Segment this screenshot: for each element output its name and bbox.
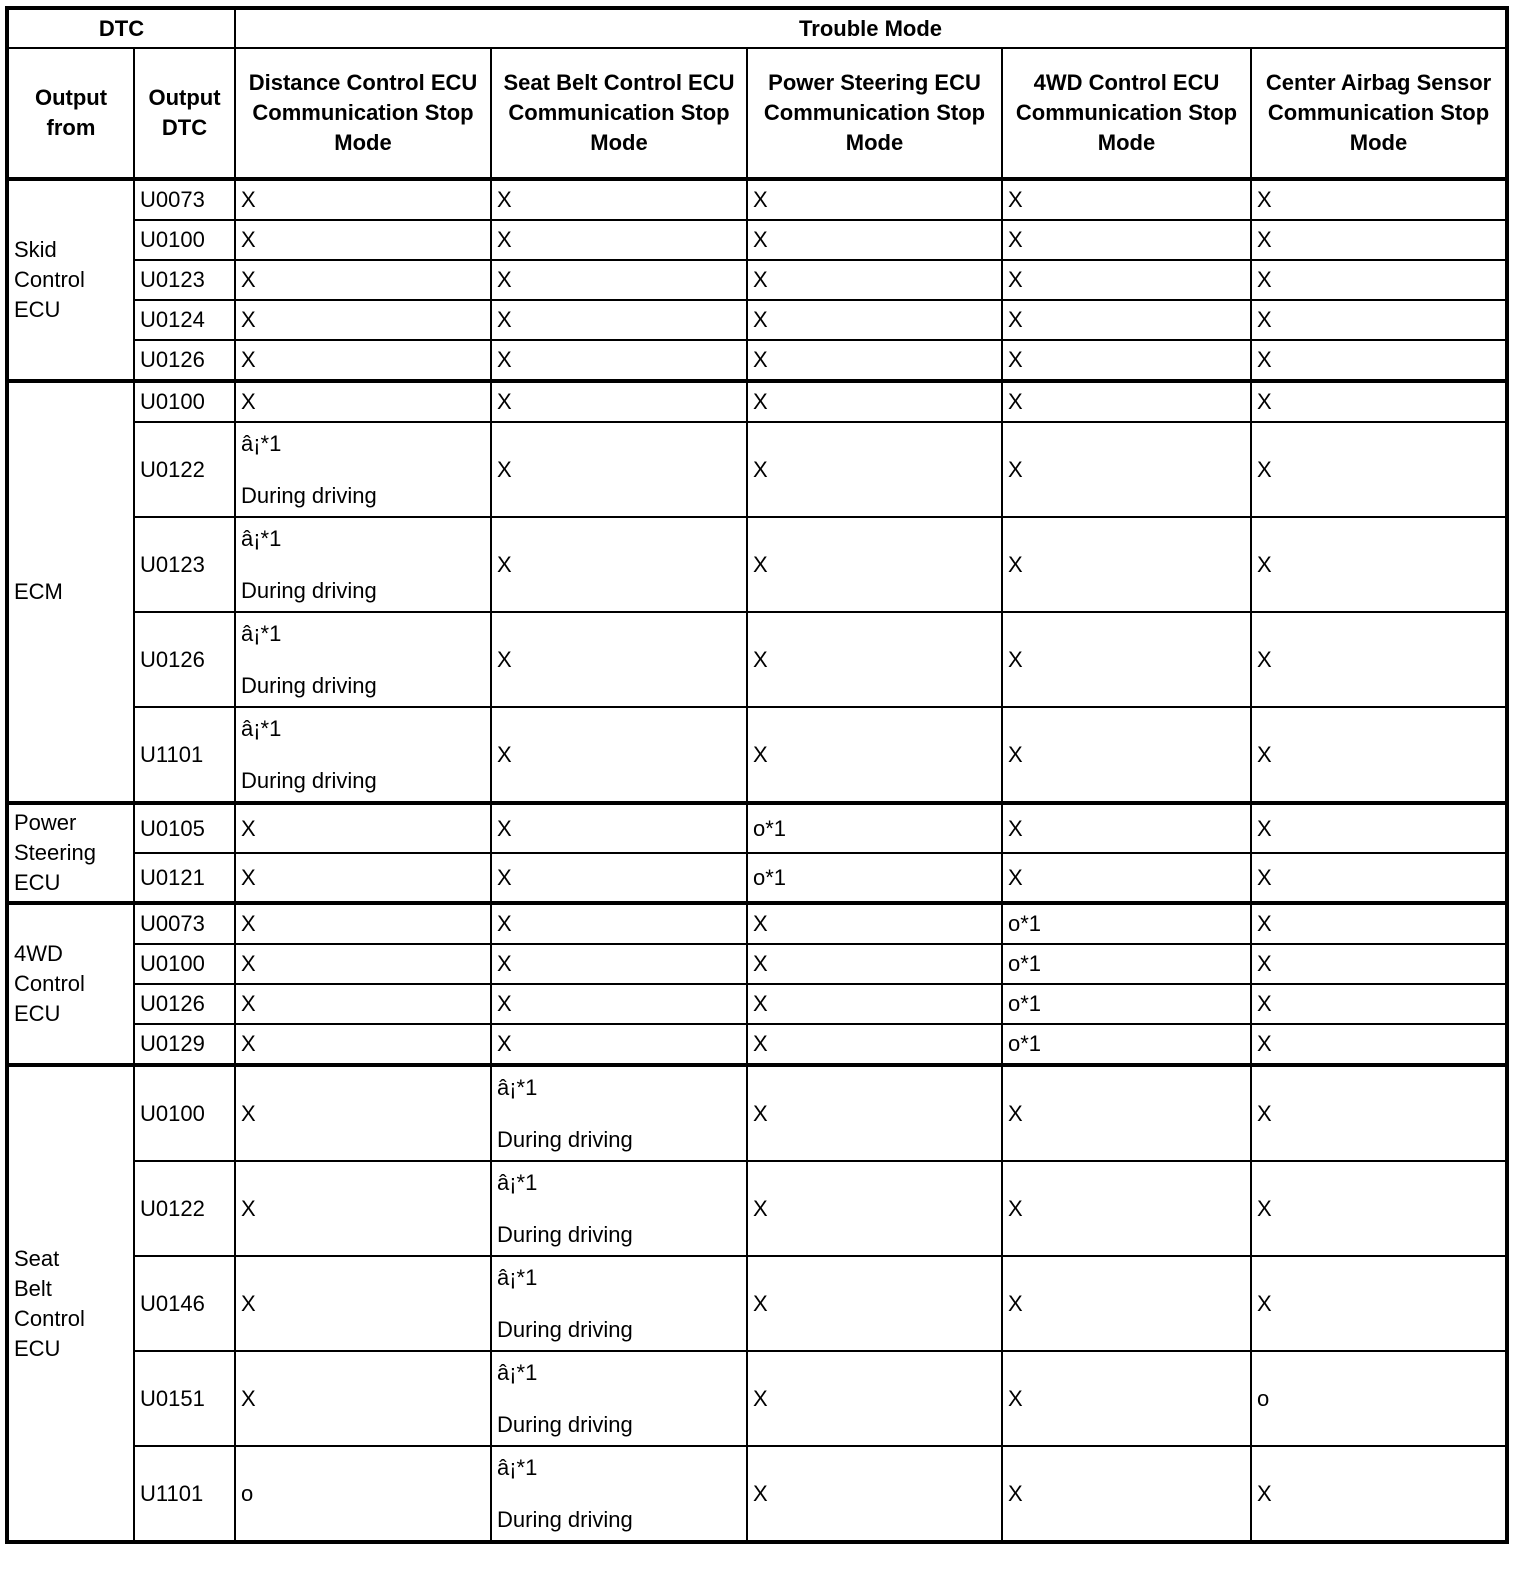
output-dtc-cell: U0122: [134, 1161, 235, 1256]
mode-cell: X: [491, 853, 747, 903]
mode-cell: X: [747, 220, 1002, 260]
table-body: [7, 179, 1507, 1542]
header-dtc: DTC: [7, 8, 235, 48]
mode-symbol: â¡*1: [241, 430, 282, 456]
mode-cell: X: [1251, 1024, 1507, 1065]
mode-cell: X: [747, 1446, 1002, 1542]
mode-symbol: â¡*1: [241, 620, 282, 646]
mode-cell: X: [1002, 517, 1251, 612]
mode-symbol: â¡*1: [241, 525, 282, 551]
mode-note: During driving: [497, 1221, 633, 1247]
table-row: [7, 1024, 1507, 1065]
mode-cell: X: [1251, 944, 1507, 984]
output-dtc-cell: U0121: [134, 853, 235, 903]
mode-cell: o*1: [1002, 1024, 1251, 1065]
mode-cell: X: [1002, 612, 1251, 707]
mode-cell: [491, 1446, 747, 1542]
mode-cell: X: [235, 220, 491, 260]
mode-cell: X: [747, 612, 1002, 707]
mode-cell: X: [747, 903, 1002, 944]
mode-cell: [235, 707, 491, 803]
mode-cell-content: [497, 1263, 741, 1345]
table-row: [7, 381, 1507, 422]
output-dtc-cell: U1101: [134, 1446, 235, 1542]
output-from-cell: Seat Belt Control ECU: [7, 1065, 134, 1542]
mode-cell: X: [1251, 853, 1507, 903]
mode-cell: X: [491, 179, 747, 220]
mode-cell: [491, 1351, 747, 1446]
mode-cell: [491, 1065, 747, 1161]
header-mode-2: Power Steering ECU Communication Stop Mode: [747, 48, 1002, 179]
mode-cell-content: [241, 524, 485, 606]
mode-cell: X: [1002, 803, 1251, 853]
mode-cell: X: [235, 853, 491, 903]
mode-cell: X: [1002, 1161, 1251, 1256]
mode-cell: [491, 1256, 747, 1351]
mode-cell: X: [235, 803, 491, 853]
mode-cell: X: [491, 984, 747, 1024]
mode-cell: X: [747, 1024, 1002, 1065]
header-mode-4: Center Airbag Sensor Communication Stop Mode: [1251, 48, 1507, 179]
mode-cell: X: [1251, 1065, 1507, 1161]
mode-note: During driving: [497, 1411, 633, 1437]
table-row: [7, 903, 1507, 944]
table-row: [7, 944, 1507, 984]
mode-cell: X: [235, 984, 491, 1024]
dtc-trouble-mode-table: [5, 6, 1509, 1544]
mode-cell: X: [1251, 340, 1507, 381]
mode-symbol: â¡*1: [497, 1169, 538, 1195]
table-row: [7, 422, 1507, 517]
table-row: [7, 803, 1507, 853]
output-from-cell: 4WD Control ECU: [7, 903, 134, 1065]
mode-cell: o*1: [747, 803, 1002, 853]
mode-cell: X: [1251, 707, 1507, 803]
mode-note: During driving: [241, 577, 377, 603]
table-row: [7, 260, 1507, 300]
table-row: [7, 220, 1507, 260]
mode-cell: X: [1002, 1065, 1251, 1161]
mode-cell: X: [1002, 707, 1251, 803]
output-dtc-cell: U0122: [134, 422, 235, 517]
mode-cell: X: [491, 422, 747, 517]
header-mode-1: Seat Belt Control ECU Communication Stop Mode: [491, 48, 747, 179]
table-row: [7, 517, 1507, 612]
mode-cell: o: [235, 1446, 491, 1542]
output-from-cell: Power Steering ECU: [7, 803, 134, 903]
mode-note: During driving: [497, 1506, 633, 1532]
mode-cell: X: [1002, 422, 1251, 517]
output-dtc-cell: U0126: [134, 984, 235, 1024]
mode-cell-content: [241, 619, 485, 701]
mode-cell: X: [235, 260, 491, 300]
mode-cell: X: [1251, 422, 1507, 517]
mode-cell: X: [1251, 984, 1507, 1024]
mode-cell: X: [747, 944, 1002, 984]
table-row: [7, 1161, 1507, 1256]
mode-cell: X: [491, 803, 747, 853]
mode-note: During driving: [241, 482, 377, 508]
table-row: [7, 1256, 1507, 1351]
mode-cell: X: [1002, 853, 1251, 903]
mode-cell: X: [1002, 340, 1251, 381]
mode-cell: X: [747, 340, 1002, 381]
mode-symbol: â¡*1: [497, 1454, 538, 1480]
table-row: [7, 707, 1507, 803]
mode-cell: X: [491, 707, 747, 803]
table-row: [7, 179, 1507, 220]
mode-cell: X: [747, 1351, 1002, 1446]
output-from-cell: Skid Control ECU: [7, 179, 134, 381]
table-row: [7, 1065, 1507, 1161]
header-mode-0: Distance Control ECU Communication Stop Mode: [235, 48, 491, 179]
mode-cell: X: [747, 517, 1002, 612]
mode-note: During driving: [497, 1126, 633, 1152]
header-mode-3: 4WD Control ECU Communication Stop Mode: [1002, 48, 1251, 179]
mode-cell: X: [747, 1065, 1002, 1161]
mode-cell: X: [747, 300, 1002, 340]
mode-cell: X: [491, 517, 747, 612]
mode-cell: X: [1251, 903, 1507, 944]
mode-cell: X: [235, 1024, 491, 1065]
mode-cell-content: [497, 1453, 741, 1535]
table-row: [7, 984, 1507, 1024]
mode-cell: X: [235, 300, 491, 340]
mode-cell: o: [1251, 1351, 1507, 1446]
mode-cell: [235, 612, 491, 707]
mode-cell: X: [235, 1065, 491, 1161]
mode-cell: X: [491, 260, 747, 300]
mode-cell: X: [747, 707, 1002, 803]
mode-cell: X: [491, 381, 747, 422]
header-output-from: Output from: [7, 48, 134, 179]
output-dtc-cell: U0126: [134, 340, 235, 381]
mode-symbol: â¡*1: [497, 1264, 538, 1290]
mode-cell: X: [235, 1256, 491, 1351]
table-row: [7, 1351, 1507, 1446]
mode-cell: X: [1002, 381, 1251, 422]
mode-cell: X: [1002, 1256, 1251, 1351]
mode-cell: X: [235, 179, 491, 220]
mode-cell: X: [491, 340, 747, 381]
mode-cell: X: [491, 903, 747, 944]
mode-cell: o*1: [747, 853, 1002, 903]
output-dtc-cell: U0124: [134, 300, 235, 340]
mode-cell: X: [235, 381, 491, 422]
mode-cell: [235, 422, 491, 517]
mode-cell: X: [747, 422, 1002, 517]
mode-cell: X: [235, 903, 491, 944]
mode-symbol: â¡*1: [241, 715, 282, 741]
mode-cell: X: [1002, 220, 1251, 260]
table-row: [7, 853, 1507, 903]
mode-cell: X: [747, 984, 1002, 1024]
mode-cell: X: [1251, 612, 1507, 707]
mode-cell: X: [1002, 260, 1251, 300]
mode-cell: X: [1251, 517, 1507, 612]
mode-cell: X: [747, 260, 1002, 300]
output-dtc-cell: U0100: [134, 1065, 235, 1161]
table-row: [7, 1446, 1507, 1542]
mode-cell: X: [747, 179, 1002, 220]
mode-cell: X: [1251, 1256, 1507, 1351]
header-output-dtc: Output DTC: [134, 48, 235, 179]
output-dtc-cell: U0123: [134, 260, 235, 300]
table-row: [7, 340, 1507, 381]
output-dtc-cell: U0105: [134, 803, 235, 853]
table-row: [7, 300, 1507, 340]
mode-cell: o*1: [1002, 903, 1251, 944]
mode-note: During driving: [241, 767, 377, 793]
output-from-cell: ECM: [7, 381, 134, 803]
mode-cell-content: [241, 714, 485, 796]
mode-cell: [235, 517, 491, 612]
mode-cell: X: [235, 1161, 491, 1256]
output-dtc-cell: U0151: [134, 1351, 235, 1446]
mode-cell: X: [1002, 300, 1251, 340]
mode-cell: X: [1251, 1446, 1507, 1542]
mode-cell: X: [1002, 1351, 1251, 1446]
output-dtc-cell: U0100: [134, 220, 235, 260]
mode-cell: X: [1002, 179, 1251, 220]
mode-cell: X: [747, 1161, 1002, 1256]
mode-cell-content: [497, 1358, 741, 1440]
output-dtc-cell: U0123: [134, 517, 235, 612]
mode-cell: X: [491, 612, 747, 707]
output-dtc-cell: U0146: [134, 1256, 235, 1351]
output-dtc-cell: U1101: [134, 707, 235, 803]
table-row: [7, 612, 1507, 707]
mode-cell: X: [1251, 803, 1507, 853]
mode-cell-content: [241, 429, 485, 511]
mode-cell: X: [235, 1351, 491, 1446]
mode-cell: X: [747, 1256, 1002, 1351]
mode-cell: X: [1002, 1446, 1251, 1542]
mode-cell: X: [1251, 179, 1507, 220]
mode-symbol: â¡*1: [497, 1359, 538, 1385]
mode-cell: X: [491, 300, 747, 340]
output-dtc-cell: U0100: [134, 944, 235, 984]
mode-note: During driving: [497, 1316, 633, 1342]
mode-cell: X: [1251, 300, 1507, 340]
mode-cell: [491, 1161, 747, 1256]
mode-cell: X: [235, 944, 491, 984]
output-dtc-cell: U0100: [134, 381, 235, 422]
output-dtc-cell: U0073: [134, 903, 235, 944]
mode-cell: X: [747, 381, 1002, 422]
mode-cell: o*1: [1002, 944, 1251, 984]
mode-cell: X: [1251, 1161, 1507, 1256]
output-dtc-cell: U0126: [134, 612, 235, 707]
mode-cell: X: [491, 944, 747, 984]
mode-note: During driving: [241, 672, 377, 698]
output-dtc-cell: U0129: [134, 1024, 235, 1065]
mode-cell: X: [1251, 260, 1507, 300]
header-trouble-mode: Trouble Mode: [235, 8, 1507, 48]
mode-cell: X: [491, 220, 747, 260]
mode-cell: X: [235, 340, 491, 381]
mode-cell: X: [1251, 381, 1507, 422]
mode-cell: X: [1251, 220, 1507, 260]
mode-cell-content: [497, 1073, 741, 1155]
mode-symbol: â¡*1: [497, 1074, 538, 1100]
mode-cell-content: [497, 1168, 741, 1250]
mode-cell: X: [491, 1024, 747, 1065]
mode-cell: o*1: [1002, 984, 1251, 1024]
output-dtc-cell: U0073: [134, 179, 235, 220]
